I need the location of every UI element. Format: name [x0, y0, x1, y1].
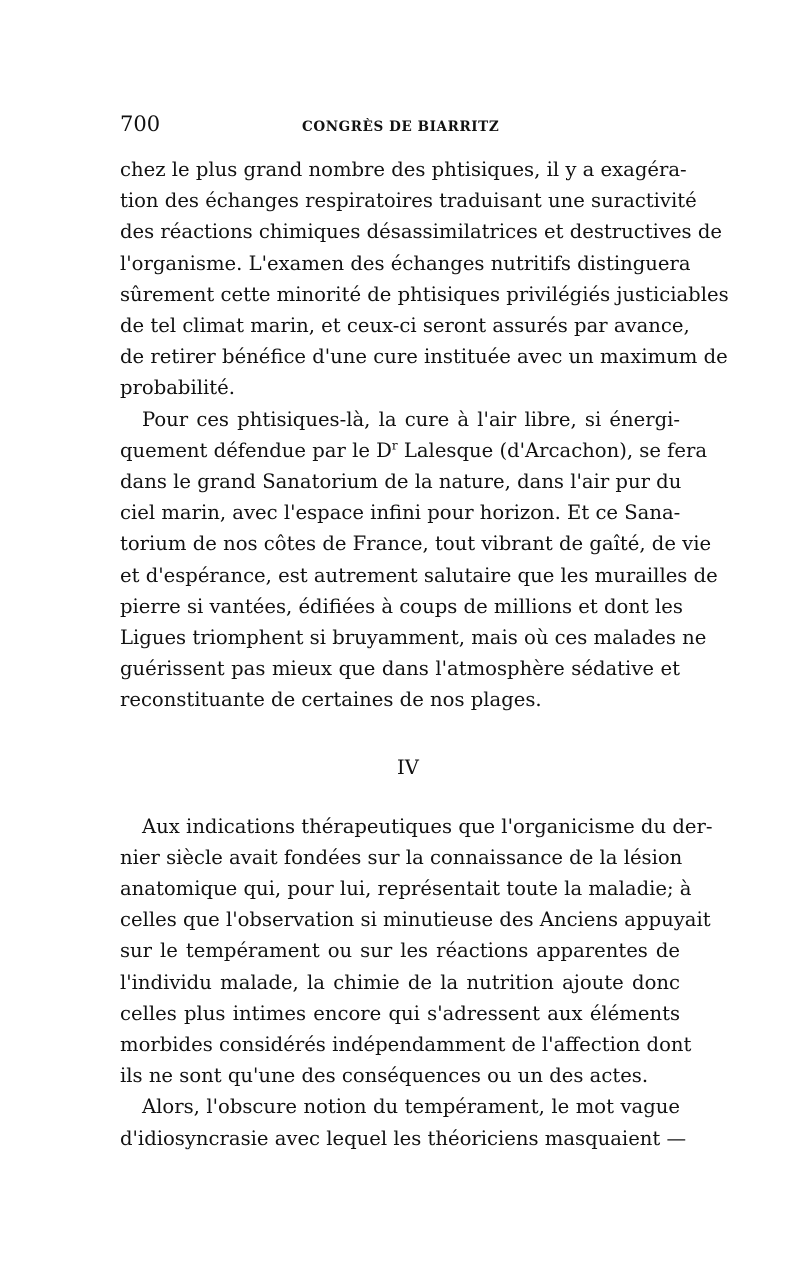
text-line: celles plus intimes encore qui s'adressent aux éléments — [120, 1001, 680, 1025]
paragraph-4 — [120, 1091, 687, 1153]
text-line: torium de nos côtes de France, tout vibrant de gaîté, de vie — [120, 532, 712, 556]
text-line: tion des échanges respiratoires traduisant une suractivité — [120, 189, 697, 213]
text-line: nier siècle avait fondées sur la connaissance de la lésion — [120, 845, 683, 869]
section-heading: IV — [397, 755, 419, 779]
text-line: d'idiosyncrasie avec lequel les théoriciens masquaient — — [120, 1126, 687, 1150]
text-line — [120, 435, 708, 466]
text-line: et d'espérance, est autrement salutaire que les murailles de — [120, 563, 718, 587]
text-line: anatomique qui, pour lui, représentait toute la maladie; à — [120, 877, 692, 901]
text-line: morbides considérés indépendamment de l'affection dont — [120, 1033, 692, 1057]
text-line: chez le plus grand nombre des phtisiques, il y a exagéra- — [120, 158, 687, 181]
running-title: CONGRÈS DE BIARRITZ — [302, 119, 500, 135]
paragraph-2 — [120, 404, 718, 716]
page-number: 700 — [120, 112, 161, 136]
text-fragment: Lalesque (d'Arcachon), se fera — [397, 438, 708, 462]
text-line: Ligues triomphent si bruyamment, mais où ces malades ne — [120, 626, 707, 650]
text-line: de tel climat marin, et ceux-ci seront assurés par avance, — [120, 314, 690, 338]
text-line: Pour ces phtisiques-là, la cure à l'air libre, si énergi- — [142, 407, 680, 431]
text-line: ils ne sont qu'une des conséquences ou un des actes. — [120, 1064, 649, 1088]
text-line: sur le tempérament ou sur les réactions apparentes de — [120, 939, 680, 963]
text-line: Alors, l'obscure notion du tempérament, le mot vague — [142, 1095, 680, 1119]
text-line: dans le grand Sanatorium de la nature, dans l'air pur du — [120, 470, 682, 494]
text-line: des réactions chimiques désassimilatrices et destructives de — [120, 220, 722, 244]
superscript: r — [391, 438, 398, 453]
text-line: probabilité. — [120, 376, 235, 400]
text-line: celles que l'observation si minutieuse des Anciens appuyait — [120, 908, 711, 932]
text-line: l'organisme. L'examen des échanges nutritifs distinguera — [120, 251, 691, 275]
running-head — [120, 112, 680, 142]
text-line: l'individu malade, la chimie de la nutrition ajoute donc — [120, 970, 680, 994]
text-line: pierre si vantées, édifiées à coups de millions et dont les — [120, 594, 683, 618]
text-line: ciel marin, avec l'espace infini pour horizon. Et ce Sana- — [120, 501, 681, 525]
text-line: sûrement cette minorité de phtisiques privilégiés justiciables — [120, 282, 729, 306]
text-fragment: quement défendue par le D — [120, 438, 392, 462]
text-line: guérissent pas mieux que dans l'atmosphère sédative et — [120, 657, 680, 681]
text-line: Aux indications thérapeutiques que l'organicisme du der- — [142, 814, 713, 838]
text-line: de retirer bénéfice d'une cure instituée avec un maximum de — [120, 345, 728, 369]
book-page — [120, 112, 729, 1154]
paragraph-3 — [120, 811, 713, 1092]
text-line: reconstituante de certaines de nos plages. — [120, 688, 542, 712]
paragraph-1 — [120, 154, 729, 404]
